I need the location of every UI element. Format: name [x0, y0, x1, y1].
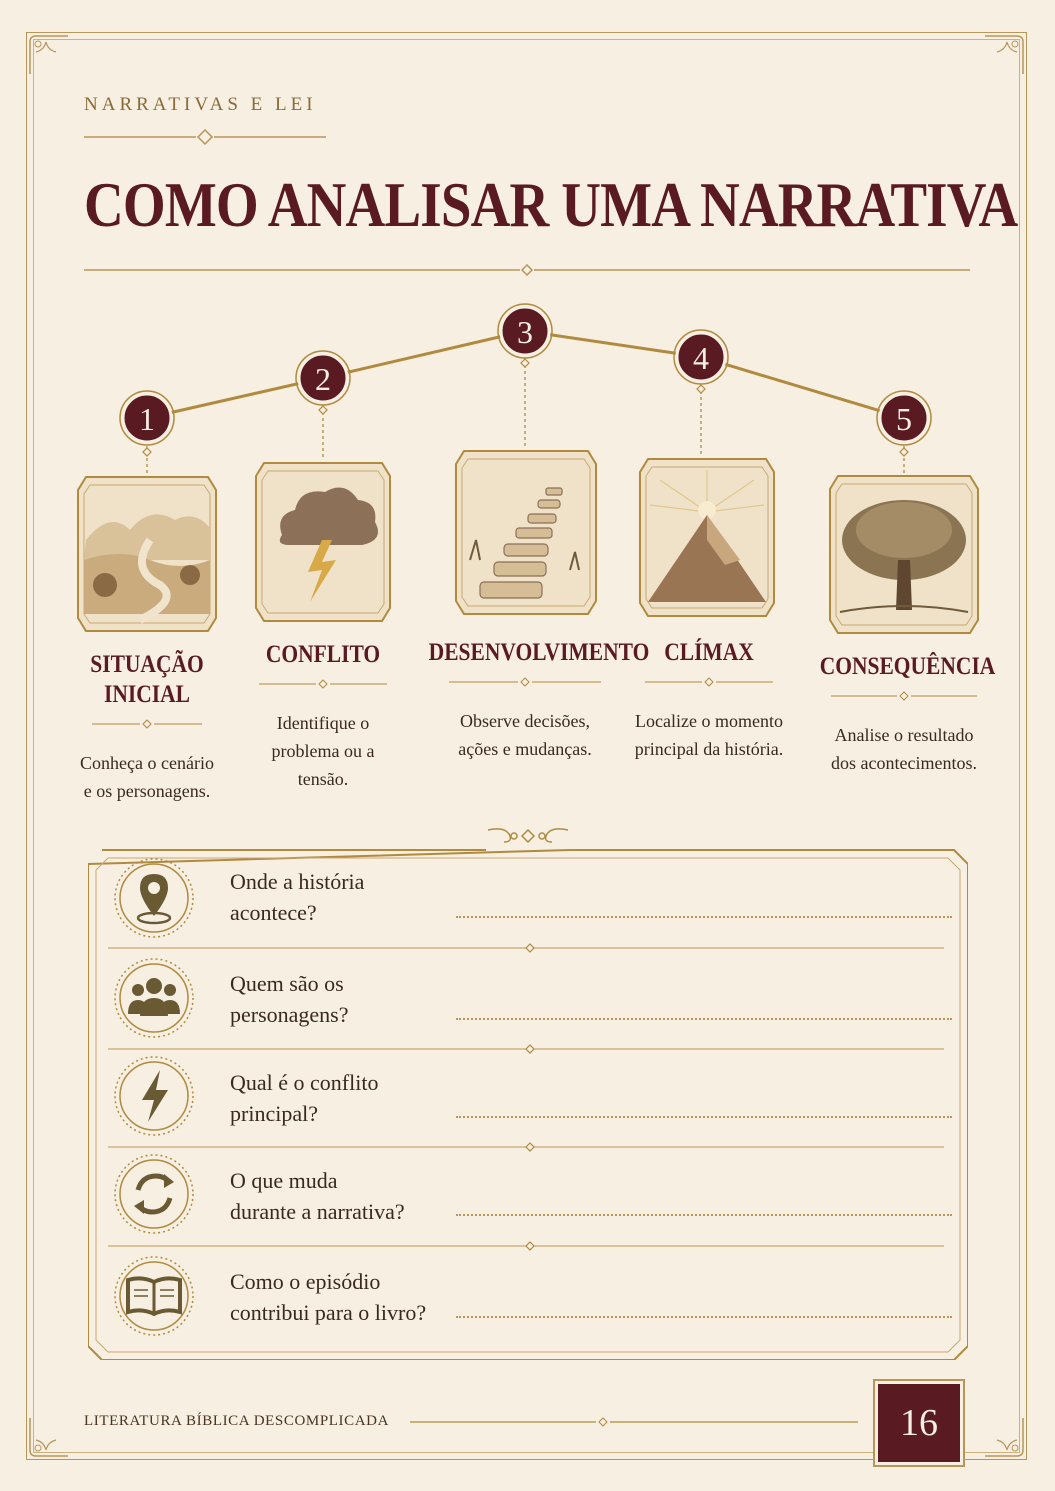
question-text: Como o episódio	[230, 1269, 381, 1294]
step-description: e os personagens.	[83, 781, 211, 801]
corner-ornament-icon	[26, 1414, 72, 1460]
open-book-icon	[112, 1254, 196, 1338]
step-divider	[92, 716, 202, 732]
question-row	[108, 1252, 944, 1348]
page-number: 16	[878, 1384, 960, 1462]
corner-ornament-icon	[981, 32, 1027, 78]
step-number: 2	[315, 361, 331, 397]
answer-line[interactable]	[456, 1214, 952, 1216]
page-title: COMO ANALISAR UMA NARRATIVA	[84, 169, 1018, 240]
refresh-cycle-icon	[112, 1152, 196, 1236]
step-description: problema ou a	[271, 741, 375, 761]
question-text: Quem são os	[230, 971, 344, 996]
stone-path-illustration	[456, 451, 596, 614]
question-text: Qual é o conflito	[230, 1070, 379, 1095]
step-number: 5	[896, 401, 912, 437]
question-row	[108, 852, 944, 948]
question-text: acontece?	[230, 900, 317, 925]
step-divider	[449, 674, 601, 690]
footer-divider	[410, 1414, 858, 1430]
step-description: Analise o resultado	[834, 725, 974, 745]
step-number: 4	[693, 340, 709, 376]
question-text: contribui para o livro?	[230, 1300, 427, 1325]
tree-illustration	[830, 476, 978, 633]
question-text: personagens?	[230, 1002, 349, 1027]
step-heading: SITUAÇÃO	[90, 651, 204, 678]
step-number: 1	[139, 401, 155, 437]
answer-line[interactable]	[456, 1018, 952, 1020]
analysis-checklist	[88, 828, 968, 1360]
step-heading: CLÍMAX	[664, 639, 754, 666]
step-description: Identifique o	[276, 713, 370, 733]
question-row	[108, 1054, 944, 1150]
corner-ornament-icon	[981, 1414, 1027, 1460]
step-description: dos acontecimentos.	[831, 753, 977, 773]
answer-line[interactable]	[456, 916, 952, 918]
title-divider	[84, 262, 970, 278]
step-description: ações e mudanças.	[458, 739, 592, 759]
step-situacao-inicial	[67, 650, 227, 805]
question-text: Onde a história	[230, 869, 365, 894]
step-description: Localize o momento	[635, 711, 783, 731]
step-divider	[645, 674, 773, 690]
section-label: NARRATIVAS E LEI	[84, 94, 317, 115]
step-divider	[831, 688, 977, 704]
step-description: principal da história.	[634, 739, 784, 759]
question-text: durante a narrativa?	[230, 1199, 405, 1224]
question-row	[108, 1152, 944, 1248]
step-climax	[621, 638, 797, 763]
step-number: 3	[517, 314, 533, 350]
question-text: O que muda	[230, 1168, 338, 1193]
storm-cloud-illustration	[256, 463, 390, 621]
question-row	[108, 954, 944, 1050]
step-heading: DESENVOLVIMENTO	[428, 639, 650, 666]
location-pin-icon	[112, 856, 196, 940]
step-description: Conheça o cenário	[80, 753, 214, 773]
answer-line[interactable]	[456, 1316, 952, 1318]
step-description: tensão.	[297, 769, 349, 789]
step-desenvolvimento	[413, 638, 650, 763]
step-heading: CONSEQUÊNCIA	[819, 653, 996, 680]
people-group-icon	[112, 956, 196, 1040]
footer-book-title: LITERATURA BÍBLICA DESCOMPLICADA	[84, 1413, 390, 1429]
header-divider	[84, 128, 326, 146]
landscape-illustration	[78, 477, 216, 631]
step-conflito	[243, 640, 403, 793]
step-heading: CONFLITO	[265, 641, 381, 668]
mountain-peak-illustration	[640, 459, 774, 616]
step-consequencia	[806, 652, 1002, 777]
question-text: principal?	[230, 1101, 318, 1126]
corner-ornament-icon	[26, 32, 72, 78]
lightning-bolt-icon	[112, 1054, 196, 1138]
step-divider	[259, 676, 387, 692]
step-description: Observe decisões,	[460, 711, 590, 731]
step-heading: INICIAL	[103, 681, 191, 708]
answer-line[interactable]	[456, 1116, 952, 1118]
